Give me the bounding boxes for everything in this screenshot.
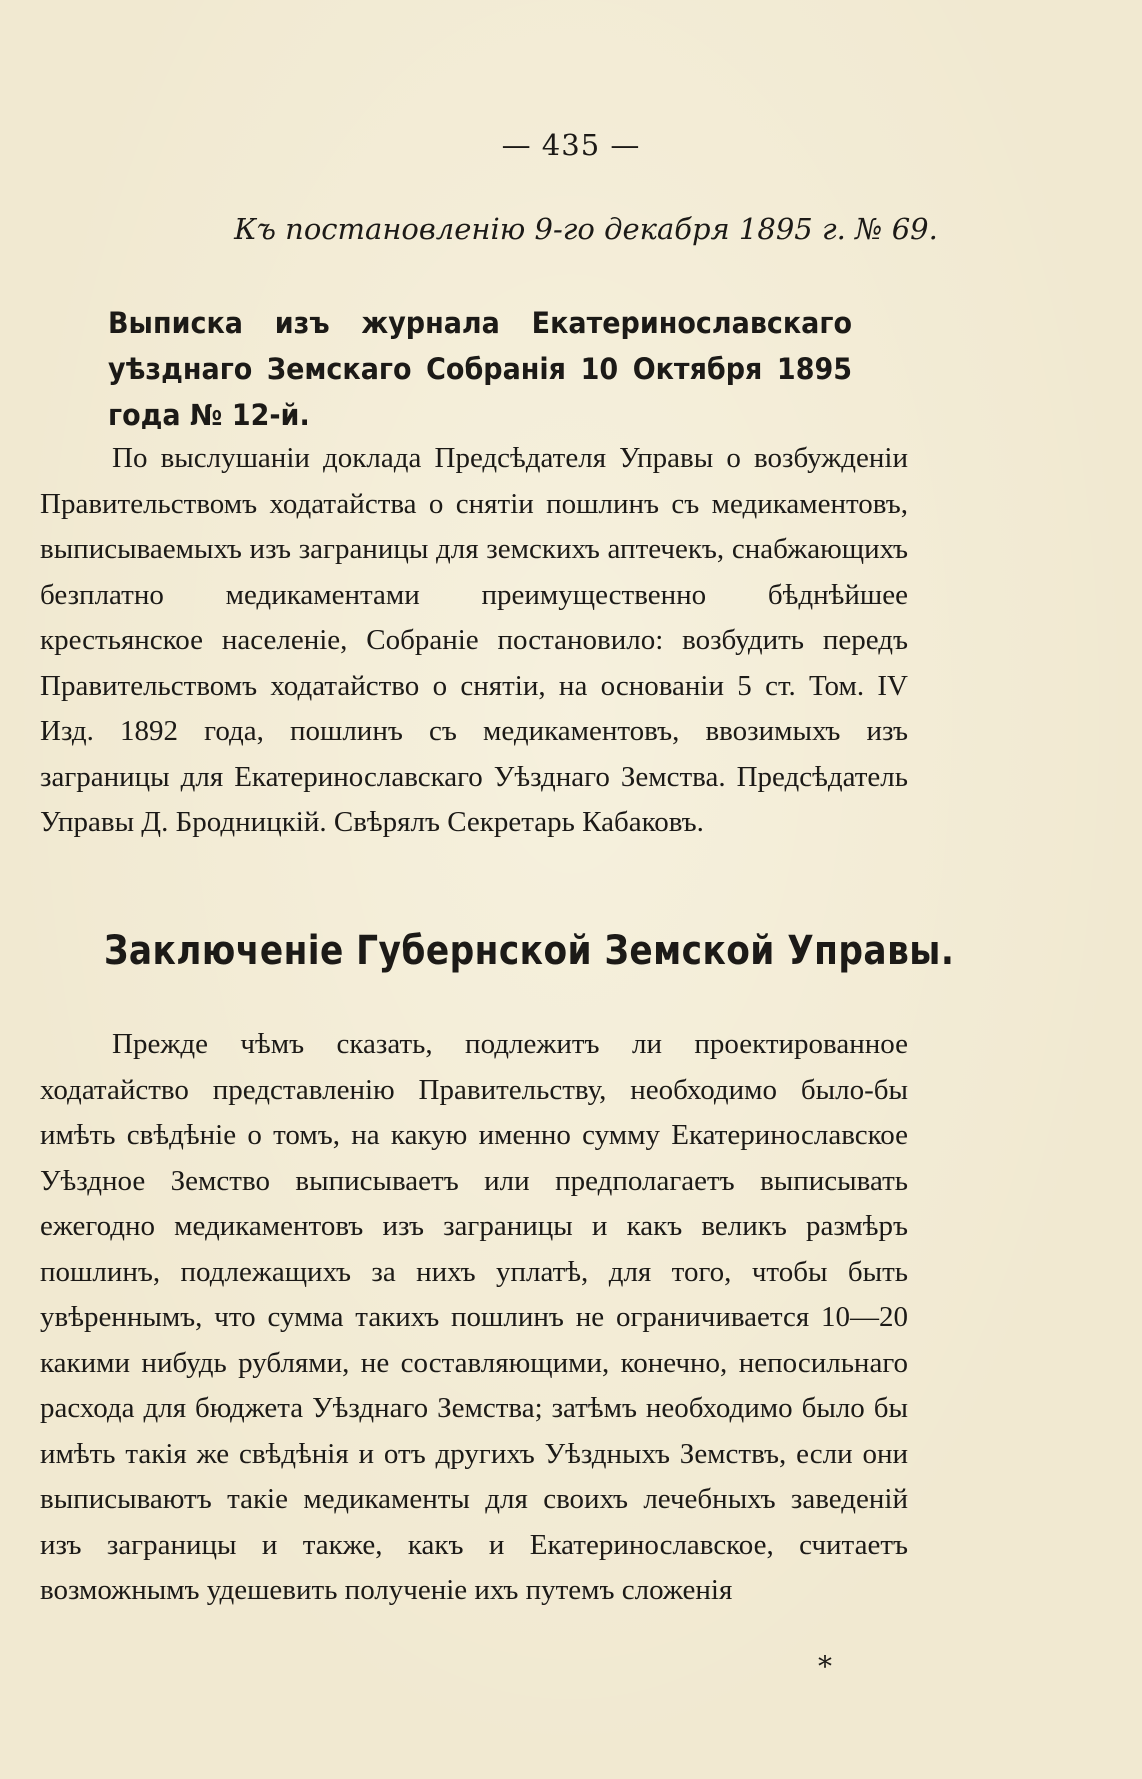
extract-heading: Выписка изъ журнала Екатеринославскаго уѣзднаго Земскаго Собранія 10 Октября 1895 года № 12-й. (108, 306, 852, 432)
footnote-mark: * (818, 1650, 832, 1683)
extract-paragraph (40, 436, 908, 846)
section-heading: Заключеніе Губернской Земской Управы. (104, 928, 955, 974)
extract-paragraph-text: По выслушаніи доклада Предсѣдателя Управы о возбужденіи Правительствомъ ходатайства о снятіи пошлинъ съ медикаментовъ, выписываемыхъ изъ заграницы для земскихъ аптечекъ, снабжающихъ безплатно медикаментами преимущественно бѣднѣйшее крестьянское населеніе, Собраніе постановило: возбудить передъ Правительствомъ ходатайство о снятіи, на основаніи 5 ст. Том. IV Изд. 1892 года, пошлинъ съ медикаментовъ, ввозимыхъ изъ заграницы для Екатеринославскаго Уѣзднаго Земства. Предсѣдатель Управы Д. Бродницкій. Свѣрялъ Секретарь Кабаковъ. (40, 442, 908, 838)
conclusion-paragraph-text: Прежде чѣмъ сказать, подлежитъ ли проектированное ходатайство представленію Правительству, необходимо было-бы имѣть свѣдѣніе о томъ, на какую именно сумму Екатеринославское Уѣздное Земство выписываетъ или предполагаетъ выписывать ежегодно медикаментовъ изъ заграницы и какъ великъ размѣръ пошлинъ, подлежащихъ за нихъ уплатѣ, для того, чтобы быть увѣреннымъ, что сумма такихъ пошлинъ не ограничивается 10—20 какими нибудь рублями, не составляющими, конечно, непосильнаго расхода для бюджета Уѣзднаго Земства; затѣмъ необходимо было бы имѣть такія же свѣдѣнія и отъ другихъ Уѣздныхъ Земствъ, если они выписываютъ такіе медикаменты для своихъ лечебныхъ заведеній изъ заграницы и также, какъ и Екатеринославское, считаетъ возможнымъ удешевить полученіе ихъ путемъ сложенія (40, 1028, 908, 1606)
page-number: — 435 — (501, 128, 641, 162)
conclusion-paragraph (40, 1022, 908, 1614)
resolution-reference: Къ постановленію 9-го декабря 1895 г. № 69. (234, 212, 938, 246)
